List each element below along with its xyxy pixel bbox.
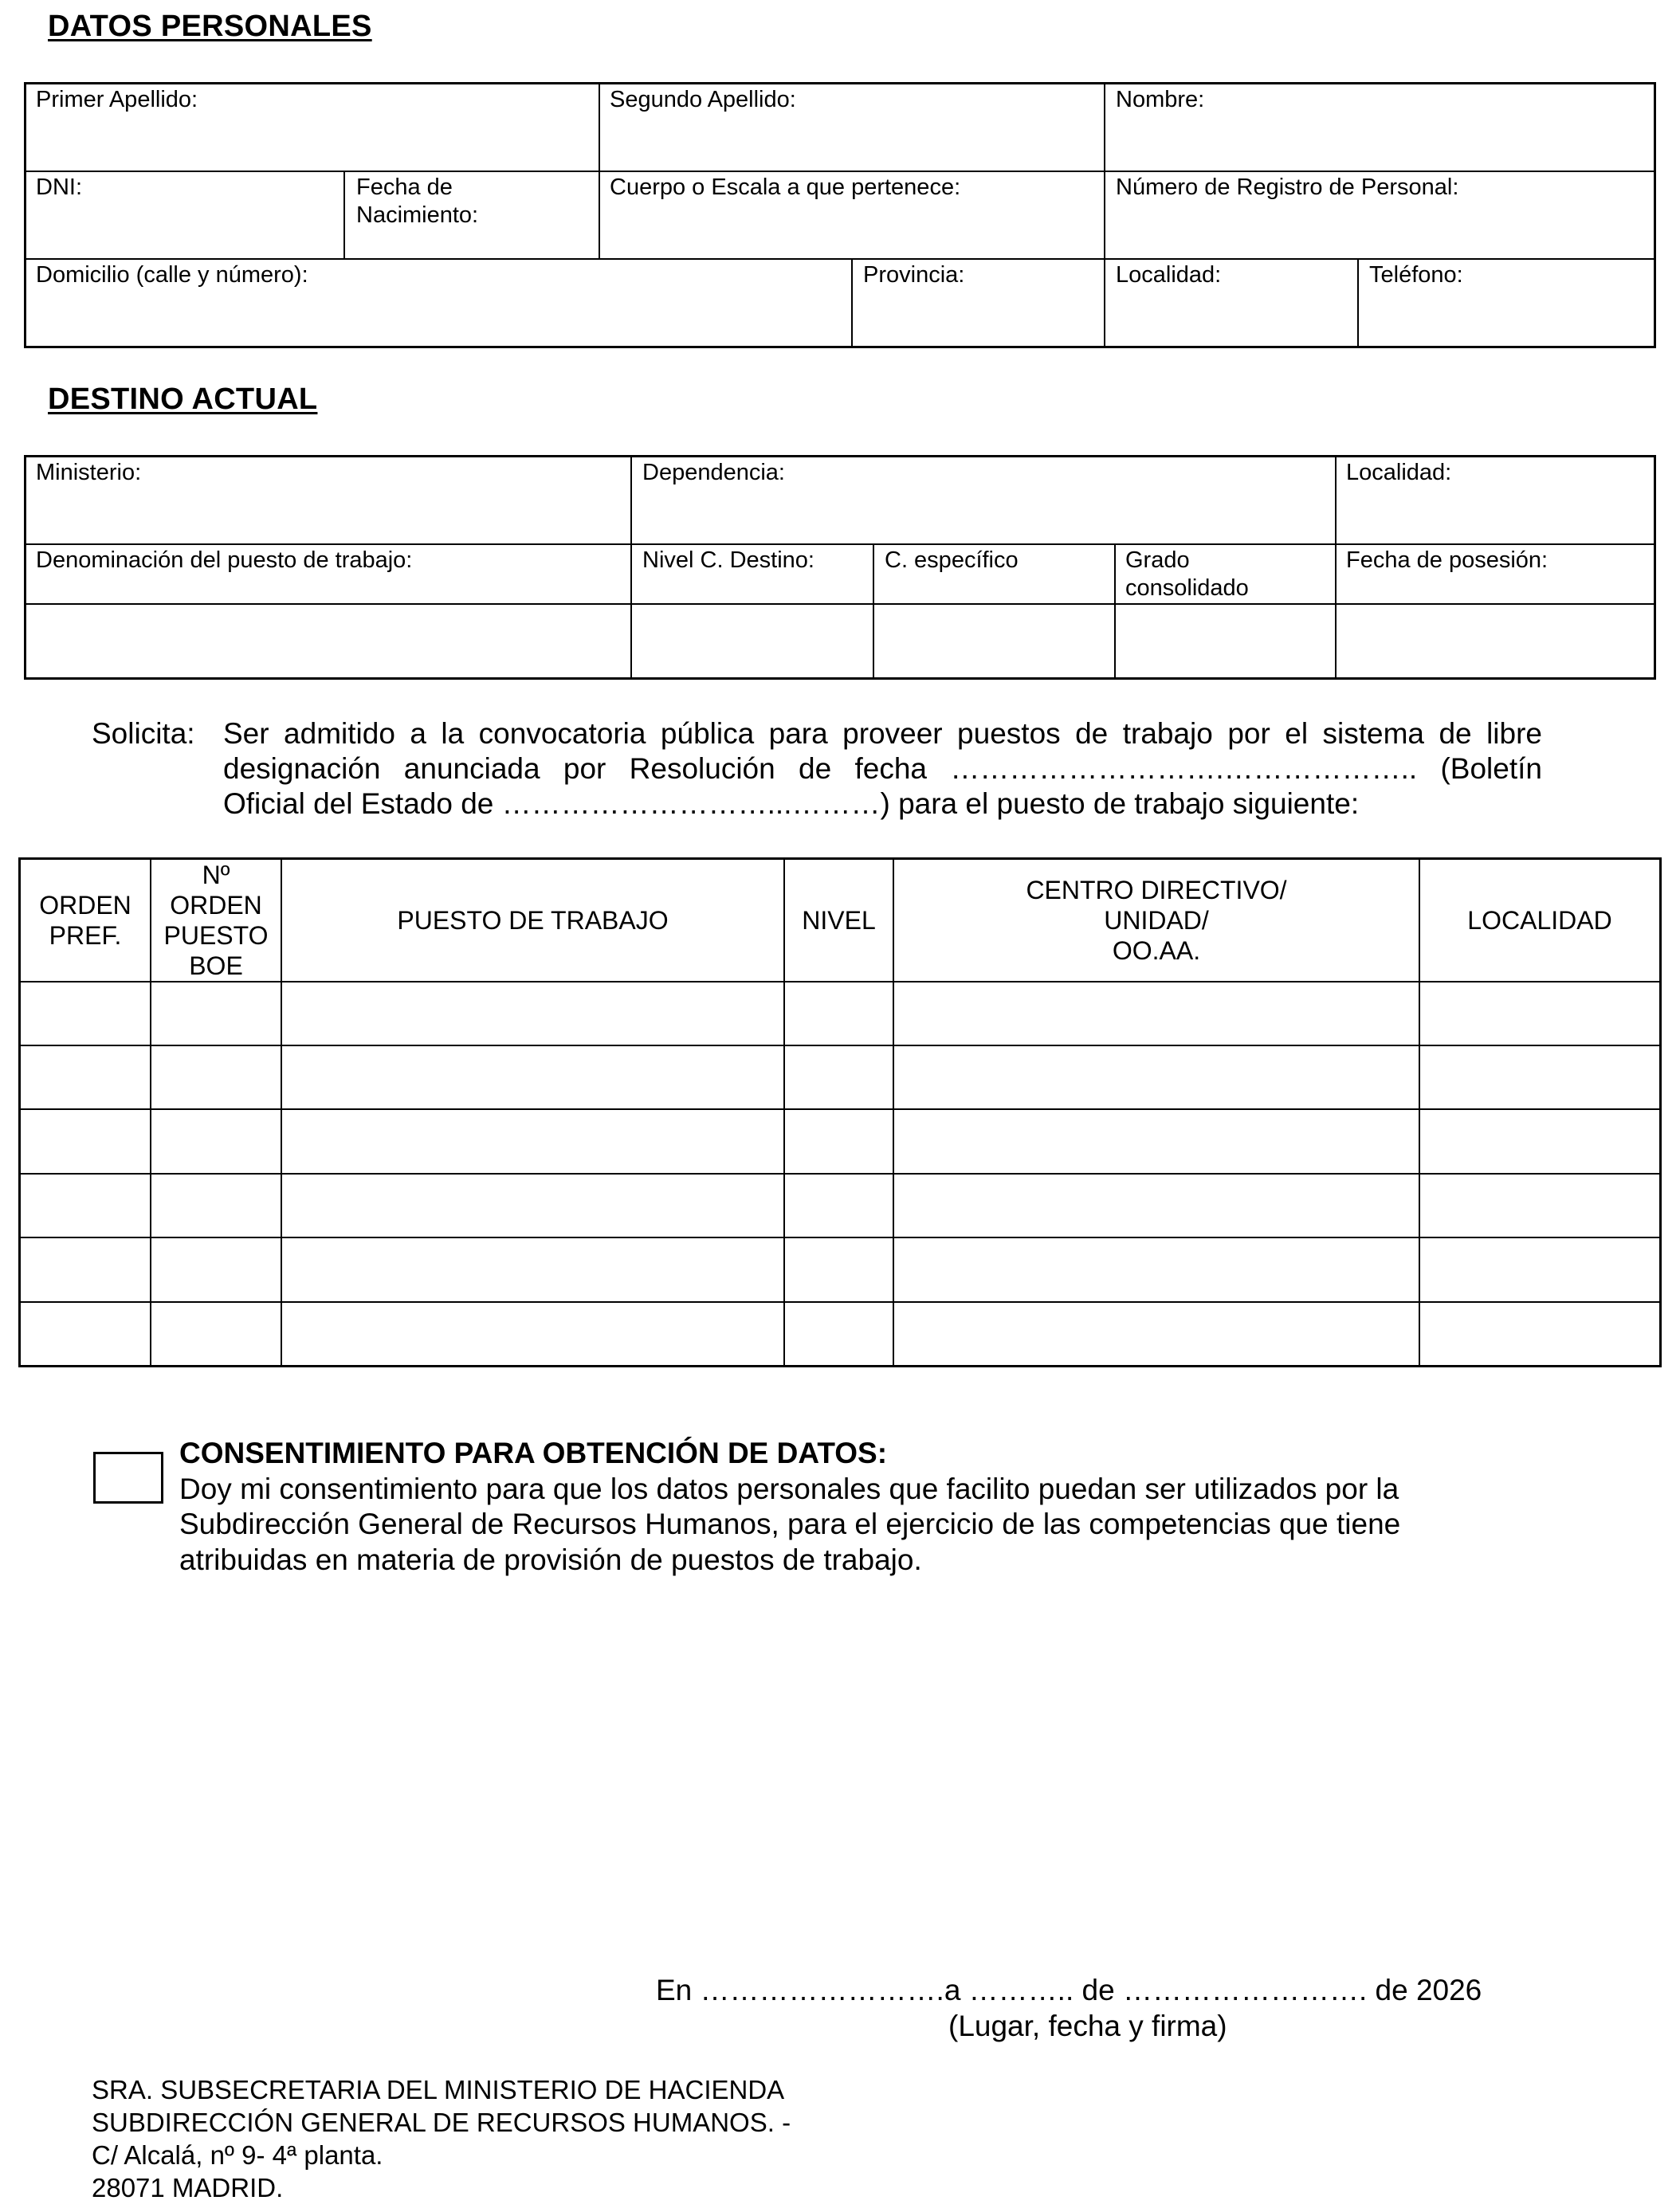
header-num-line-1: Nº: [202, 861, 230, 889]
table-cell-num-orden-boe[interactable]: [151, 1175, 281, 1237]
address-line-1: SRA. SUBSECRETARIA DEL MINISTERIO DE HACIENDA: [92, 2075, 785, 2104]
recipient-address: [92, 2073, 791, 2204]
fecha-posesion-label: Fecha de posesión:: [1346, 547, 1549, 573]
address-line-4: 28071 MADRID.: [92, 2173, 284, 2202]
table-cell-nivel[interactable]: [785, 1303, 893, 1365]
table-cell-orden-pref[interactable]: [21, 1046, 150, 1108]
table-cell-num-orden-boe[interactable]: [151, 1046, 281, 1108]
header-num-line-2: ORDEN: [170, 891, 262, 920]
denominacion-label: Denominación del puesto de trabajo:: [36, 547, 413, 573]
table-cell-localidad[interactable]: [1420, 1110, 1659, 1173]
table-cell-orden-pref[interactable]: [21, 982, 150, 1045]
header-localidad: LOCALIDAD: [1467, 906, 1612, 935]
table-cell-nivel[interactable]: [785, 982, 893, 1045]
header-centro-line-2: UNIDAD/: [1104, 906, 1209, 935]
table-cell-nivel[interactable]: [785, 1110, 893, 1173]
section-heading-personal: DATOS PERSONALES: [48, 10, 372, 43]
table-cell-localidad[interactable]: [1420, 1238, 1659, 1301]
table-cell-orden-pref[interactable]: [21, 1303, 150, 1365]
nivel-destino-input[interactable]: [632, 605, 873, 678]
table-cell-centro-directivo[interactable]: [894, 1046, 1419, 1108]
header-num-orden-puesto-boe: [151, 860, 281, 981]
primer-apellido-label: Primer Apellido:: [36, 87, 198, 112]
dni-label: DNI:: [36, 175, 82, 200]
dependencia-label: Dependencia:: [642, 460, 785, 485]
header-orden-pref: [21, 860, 150, 981]
domicilio-label: Domicilio (calle y número):: [36, 262, 308, 288]
header-nivel: NIVEL: [802, 906, 876, 935]
header-centro-directivo: [894, 860, 1419, 981]
table-cell-num-orden-boe[interactable]: [151, 1110, 281, 1173]
complemento-especifico-label: C. específico: [885, 547, 1019, 573]
grado-consolidado-input[interactable]: [1116, 605, 1335, 678]
fecha-nacimiento-label-1: Fecha de: [356, 175, 453, 200]
header-centro-line-3: OO.AA.: [1112, 936, 1201, 965]
consent-title: CONSENTIMIENTO PARA OBTENCIÓN DE DATOS:: [179, 1437, 888, 1469]
table-cell-orden-pref[interactable]: [21, 1175, 150, 1237]
table-cell-puesto-trabajo[interactable]: [282, 1110, 783, 1173]
table-cell-nivel[interactable]: [785, 1175, 893, 1237]
table-cell-puesto-trabajo[interactable]: [282, 1303, 783, 1365]
header-puesto-trabajo: PUESTO DE TRABAJO: [397, 906, 669, 935]
consent-line-2: Subdirección General de Recursos Humanos, para el ejercicio de las competencias que tiene: [179, 1508, 1401, 1540]
fecha-nacimiento-label-2: Nacimiento:: [356, 202, 479, 228]
localidad-label: Localidad:: [1116, 262, 1222, 288]
request-line-1: Ser admitido a la convocatoria pública para proveer puestos de trabajo por el sistema de libre: [223, 717, 1542, 750]
table-cell-localidad[interactable]: [1420, 1046, 1659, 1108]
table-cell-centro-directivo[interactable]: [894, 1303, 1419, 1365]
table-cell-localidad[interactable]: [1420, 1175, 1659, 1237]
cuerpo-escala-label: Cuerpo o Escala a que pertenece:: [610, 175, 961, 200]
nombre-label: Nombre:: [1116, 87, 1205, 112]
table-cell-nivel[interactable]: [785, 1238, 893, 1301]
divider: [24, 543, 1656, 545]
table-cell-num-orden-boe[interactable]: [151, 1238, 281, 1301]
ministerio-label: Ministerio:: [36, 460, 142, 485]
table-cell-centro-directivo[interactable]: [894, 982, 1419, 1045]
table-cell-localidad[interactable]: [1420, 982, 1659, 1045]
header-orden-pref-line-2: PREF.: [49, 921, 122, 950]
table-cell-orden-pref[interactable]: [21, 1110, 150, 1173]
address-line-3: C/ Alcalá, nº 9- 4ª planta.: [92, 2140, 383, 2170]
table-cell-puesto-trabajo[interactable]: [282, 982, 783, 1045]
consent-line-3: atribuidas en materia de provisión de puestos de trabajo.: [179, 1543, 922, 1576]
table-cell-puesto-trabajo[interactable]: [282, 1046, 783, 1108]
fecha-posesion-input[interactable]: [1337, 605, 1654, 678]
segundo-apellido-label: Segundo Apellido:: [610, 87, 796, 112]
signature-date-line: En …………………….a ……….. de ……………………. de 2026: [656, 1974, 1482, 2006]
table-cell-orden-pref[interactable]: [21, 1238, 150, 1301]
table-cell-centro-directivo[interactable]: [894, 1238, 1419, 1301]
table-cell-puesto-trabajo[interactable]: [282, 1238, 783, 1301]
section-heading-current: DESTINO ACTUAL: [48, 382, 318, 416]
complemento-especifico-input[interactable]: [874, 605, 1114, 678]
nivel-destino-label: Nivel C. Destino:: [642, 547, 814, 573]
table-cell-puesto-trabajo[interactable]: [282, 1175, 783, 1237]
table-cell-num-orden-boe[interactable]: [151, 1303, 281, 1365]
header-orden-pref-line-1: ORDEN: [39, 891, 131, 920]
current-localidad-label: Localidad:: [1346, 460, 1452, 485]
grado-consolidado-label-1: Grado: [1125, 547, 1190, 573]
header-centro-line-1: CENTRO DIRECTIVO/: [1026, 876, 1287, 904]
consent-line-1: Doy mi consentimiento para que los datos personales que facilito puedan ser utilizados por la: [179, 1473, 1399, 1505]
telefono-label: Teléfono:: [1369, 262, 1463, 288]
request-label: Solicita:: [92, 717, 195, 750]
request-line-2: designación anunciada por Resolución de fecha ……………………….……………….. (Boletín: [223, 752, 1542, 785]
signature-caption: (Lugar, fecha y firma): [948, 2010, 1227, 2042]
consent-checkbox[interactable]: [93, 1452, 163, 1504]
header-num-line-3: PUESTO: [163, 921, 269, 950]
table-cell-nivel[interactable]: [785, 1046, 893, 1108]
provincia-label: Provincia:: [863, 262, 965, 288]
address-line-2: SUBDIRECCIÓN GENERAL DE RECURSOS HUMANOS. -: [92, 2108, 791, 2137]
table-cell-centro-directivo[interactable]: [894, 1175, 1419, 1237]
denominacion-input[interactable]: [26, 605, 630, 678]
table-cell-num-orden-boe[interactable]: [151, 982, 281, 1045]
nrp-label: Número de Registro de Personal:: [1116, 175, 1459, 200]
request-line-3: Oficial del Estado de ………………………...………) para el puesto de trabajo siguiente:: [223, 787, 1360, 820]
table-cell-localidad[interactable]: [1420, 1303, 1659, 1365]
header-num-line-4: BOE: [189, 951, 243, 980]
table-cell-centro-directivo[interactable]: [894, 1110, 1419, 1173]
grado-consolidado-label-2: consolidado: [1125, 575, 1249, 601]
